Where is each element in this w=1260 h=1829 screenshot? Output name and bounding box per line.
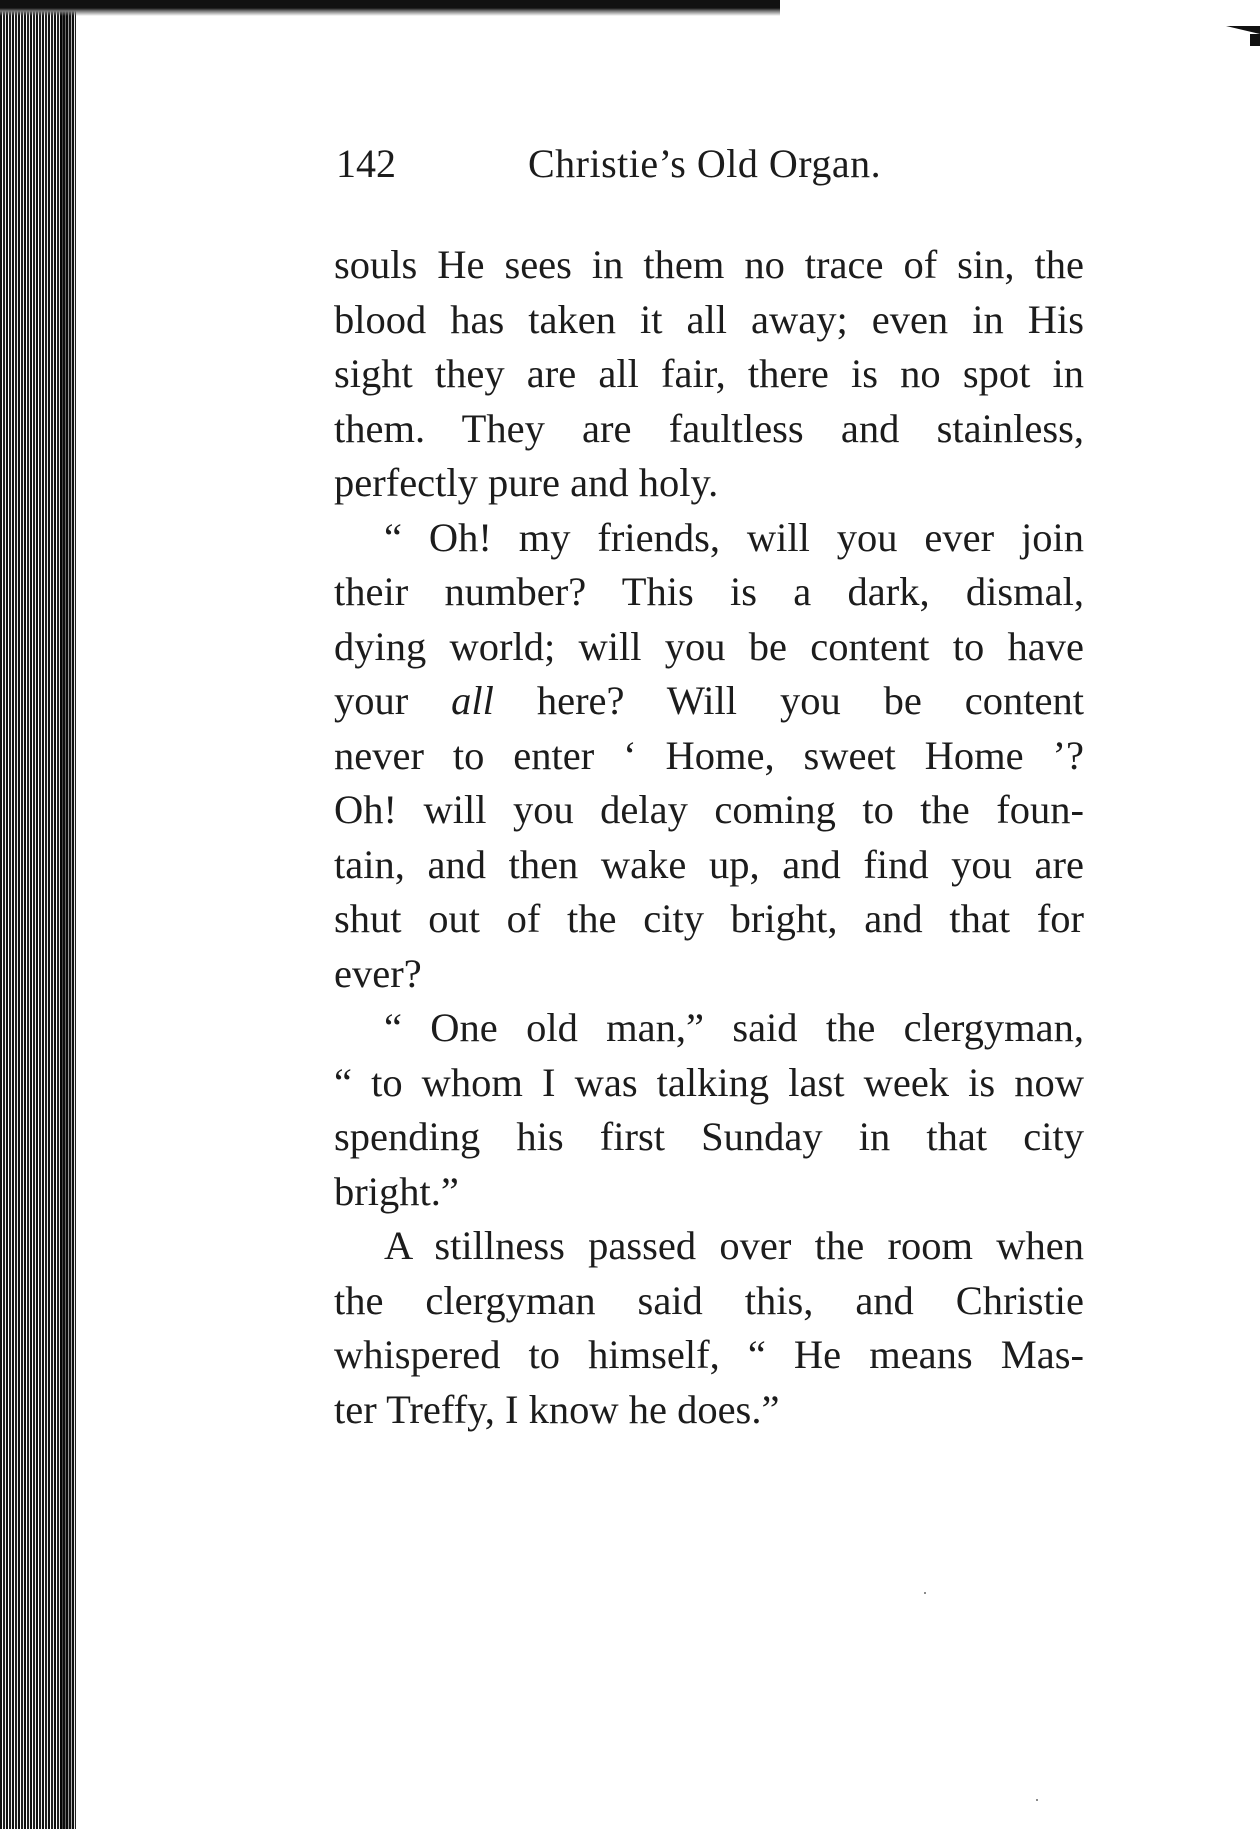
text-line: their number? This is a dark, dismal, (334, 569, 1084, 614)
paragraph-start-line: “ One old man,” said the clergyman, (384, 1005, 1084, 1050)
text-line: “ to whom I was talking last week is now (334, 1059, 1084, 1105)
page-top-edge (0, 0, 780, 16)
paragraph-start-line: “ Oh! my friends, will you ever join (384, 514, 1084, 560)
scan-speck (1036, 1799, 1038, 1801)
text-line: bright.” (334, 1168, 459, 1214)
corner-scan-mark (1226, 26, 1260, 34)
paragraph-start-line: A stillness passed over the room when (384, 1223, 1084, 1268)
page-header (336, 138, 956, 190)
page-number: 142 (336, 141, 396, 186)
text-line: shut out of the city bright, and that for (334, 896, 1084, 941)
italic-word: all (451, 678, 494, 723)
running-title: Christie’s Old Organ. (528, 141, 882, 186)
text-line: souls He sees in them no trace of sin, the (334, 242, 1084, 287)
scan-speck (924, 1592, 926, 1594)
text-line: spending his first Sunday in that city (334, 1114, 1084, 1159)
text-line-with-italic (334, 674, 1084, 729)
text-line: perfectly pure and holy. (334, 460, 719, 505)
page-body (334, 238, 1084, 1437)
text-line: ever? (334, 950, 422, 996)
text-line: the clergyman said this, and Christie (334, 1277, 1084, 1323)
text-line: tain, and then wake up, and find you are (334, 841, 1084, 887)
text-line: sight they are all fair, there is no spot in (334, 351, 1084, 396)
text-line: ter Treffy, I know he does.” (334, 1386, 780, 1432)
text-line: Oh! will you delay coming to the foun- (334, 787, 1084, 832)
text-line: blood has taken it all away; even in His (334, 296, 1084, 342)
corner-scan-mark-block (1250, 34, 1260, 46)
text-line: them. They are faultless and stainless, (334, 405, 1084, 451)
text-line: never to enter ‘ Home, sweet Home ’? (334, 732, 1084, 778)
text-line: dying world; will you be content to have (334, 623, 1084, 669)
gutter-shadow (60, 0, 76, 1829)
line-segment: here? Will you be content (493, 678, 1084, 723)
line-segment: your (334, 678, 452, 723)
text-line: whispered to himself, “ He means Mas- (334, 1332, 1084, 1377)
